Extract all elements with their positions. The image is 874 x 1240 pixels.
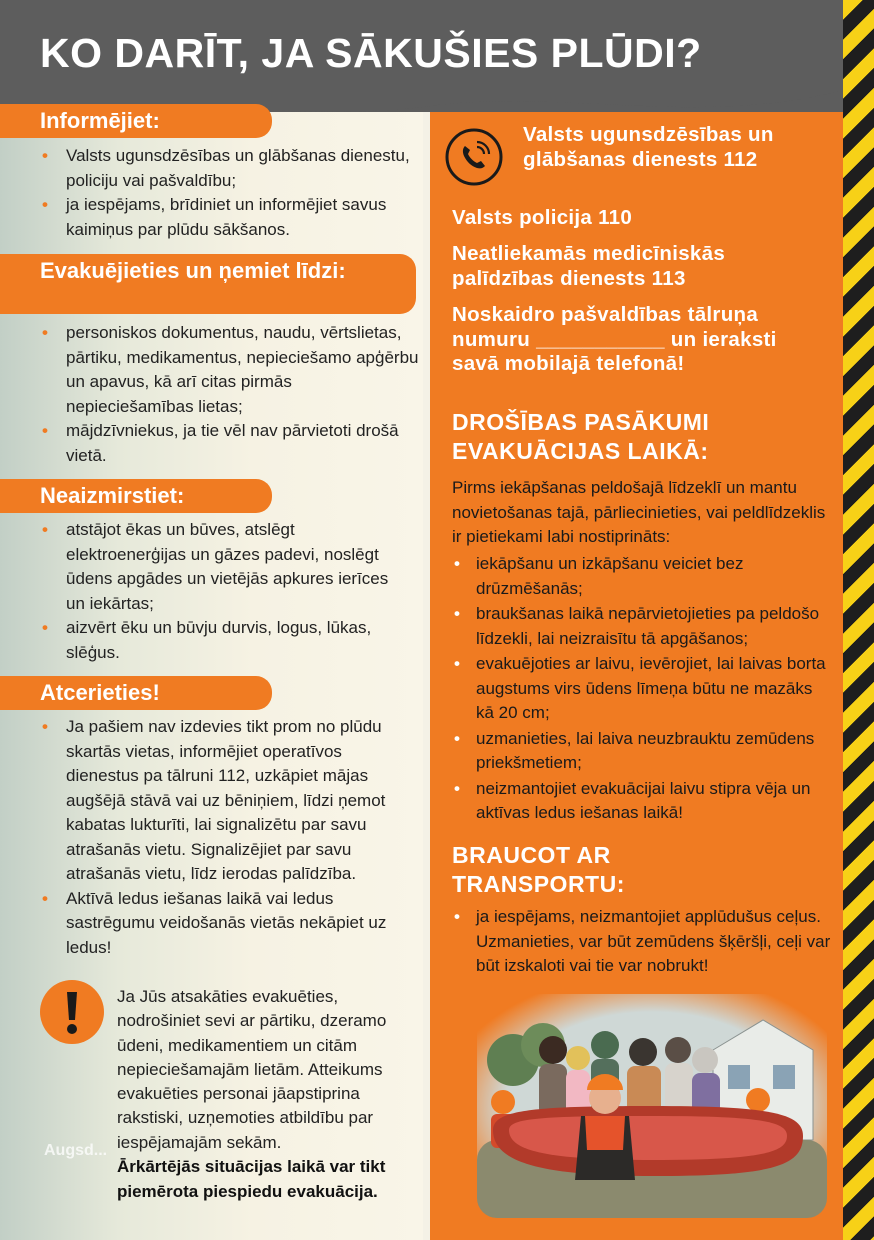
list-item: • aizvērt ēku un būvju durvis, logus, lūkas, slēģus. xyxy=(40,616,410,665)
dont-forget-list xyxy=(40,518,410,665)
list-item: • iekāpšanu un izkāpšanu veiciet bez drūzmēšanās; xyxy=(452,552,832,601)
list-item: • ja iespējams, neizmantojiet applūdušus ceļus. Uzmanieties, var būt zemūdens šķēršļi, ceļi var būt izskaloti vai tie var nobrukt! xyxy=(452,905,832,979)
list-item: • uzmanieties, lai laiva neuzbrauktu zemūdens priekšmetiem; xyxy=(452,727,832,776)
safety-list xyxy=(452,552,832,827)
list-item: • Valsts ugunsdzēsības un glābšanas dienestu, policiju vai pašvaldību; xyxy=(40,144,410,193)
list-item: • braukšanas laikā nepārvietojieties pa peldošo līdzekli, lai neizraisītu tā apgāšanos; xyxy=(452,602,832,651)
list-item: • personiskos dokumentus, naudu, vērtslietas, pārtiku, medikamentus, nepieciešamo apģērbu un apavus, kā arī citas pirmās nepieciešamības lietas; xyxy=(40,321,422,419)
safety-intro: Pirms iekāpšanas peldošajā līdzeklī un mantu novietošanas tajā, pārliecinieties, vai peldlīdzeklis ir pietiekami labi nostiprināts: xyxy=(452,478,826,546)
hazard-stripes xyxy=(843,0,874,1240)
list-item: • ja iespējams, brīdiniet un informējiet savus kaimiņus par plūdu sākšanos. xyxy=(40,193,410,242)
section-heading-evacuate: Evakuējieties un ņemiet līdzi: xyxy=(0,254,416,314)
forced-evacuation-text: Ārkārtējās situācijas laikā var tikt piemērota piespiedu evakuācija. xyxy=(117,1157,386,1201)
rescue-boat-illustration xyxy=(473,990,831,1222)
contact-municipality: Noskaidro pašvaldības tālruņa numuru ___________ un ieraksti savā mobilajā telefonā! xyxy=(452,303,777,375)
evacuate-list xyxy=(40,321,422,468)
list-item: • atstājot ēkas un būves, atslēgt elektroenerģijas un gāzes padevi, noslēgt ūdens apgādes un vietējās apkures ierīces un iekārtas; xyxy=(40,518,410,616)
list-item: • Ja pašiem nav izdevies tikt prom no plūdu skartās vietas, informējiet operatīvos dienestus pa tālruni 112, uzkāpiet mājas augšējā stāvā vai uz bēniņiem, līdzi ņemot kabatas lukturīti, lai signalizētu par savu atrašanās vietu. Signalizējiet par savu atrašanās vietu, līdz ierodas palīdzība. xyxy=(40,715,406,887)
phone-icon xyxy=(444,127,504,187)
list-item: • Aktīvā ledus iešanas laikā vai ledus sastrēgumu veidošanās vietās nekāpiet uz ledus! xyxy=(40,887,406,961)
transport-list xyxy=(452,905,832,980)
page-title: KO DARĪT, JA SĀKUŠIES PLŪDI? xyxy=(40,30,702,76)
section-heading-remember: Atcerieties! xyxy=(0,676,272,710)
refusal-warning-text: Ja Jūs atsakāties evakuēties, nodrošiniet sevi ar pārtiku, dzeramo ūdeni, medikamentiem un citām nepieciešamajām lietām. Atteikums evakuēties personai jāapstiprina rakstiski, uzņemoties atbildību par iespējamajām sekām. xyxy=(117,987,387,1152)
exclamation-icon xyxy=(40,980,104,1044)
list-item: • neizmantojiet evakuācijai laivu stipra vēja un aktīvas ledus iešanas laikā! xyxy=(452,777,832,826)
section-heading-inform: Informējiet: xyxy=(0,104,272,138)
inform-list xyxy=(40,144,410,242)
contact-fire-rescue: Valsts ugunsdzēsības un glābšanas dienests 112 xyxy=(523,123,774,171)
watermark: Augsd... xyxy=(44,1142,108,1159)
transport-heading: BRAUCOT AR TRANSPORTU: xyxy=(452,842,625,897)
list-item: • mājdzīvniekus, ja tie vēl nav pārvietoti drošā vietā. xyxy=(40,419,422,468)
list-item: • evakuējoties ar laivu, ievērojiet, lai laivas borta augstums virs ūdens līmeņa būtu ne mazāks kā 20 cm; xyxy=(452,652,832,726)
safety-heading: DROŠĪBAS PASĀKUMI EVAKUĀCIJAS LAIKĀ: xyxy=(452,409,710,464)
contact-ambulance: Neatliekamās medicīniskās palīdzības dienests 113 xyxy=(452,242,726,290)
contact-police: Valsts policija 110 xyxy=(452,206,633,229)
section-heading-remember-to: Neaizmirstiet: xyxy=(0,479,272,513)
remember-list xyxy=(40,715,406,960)
